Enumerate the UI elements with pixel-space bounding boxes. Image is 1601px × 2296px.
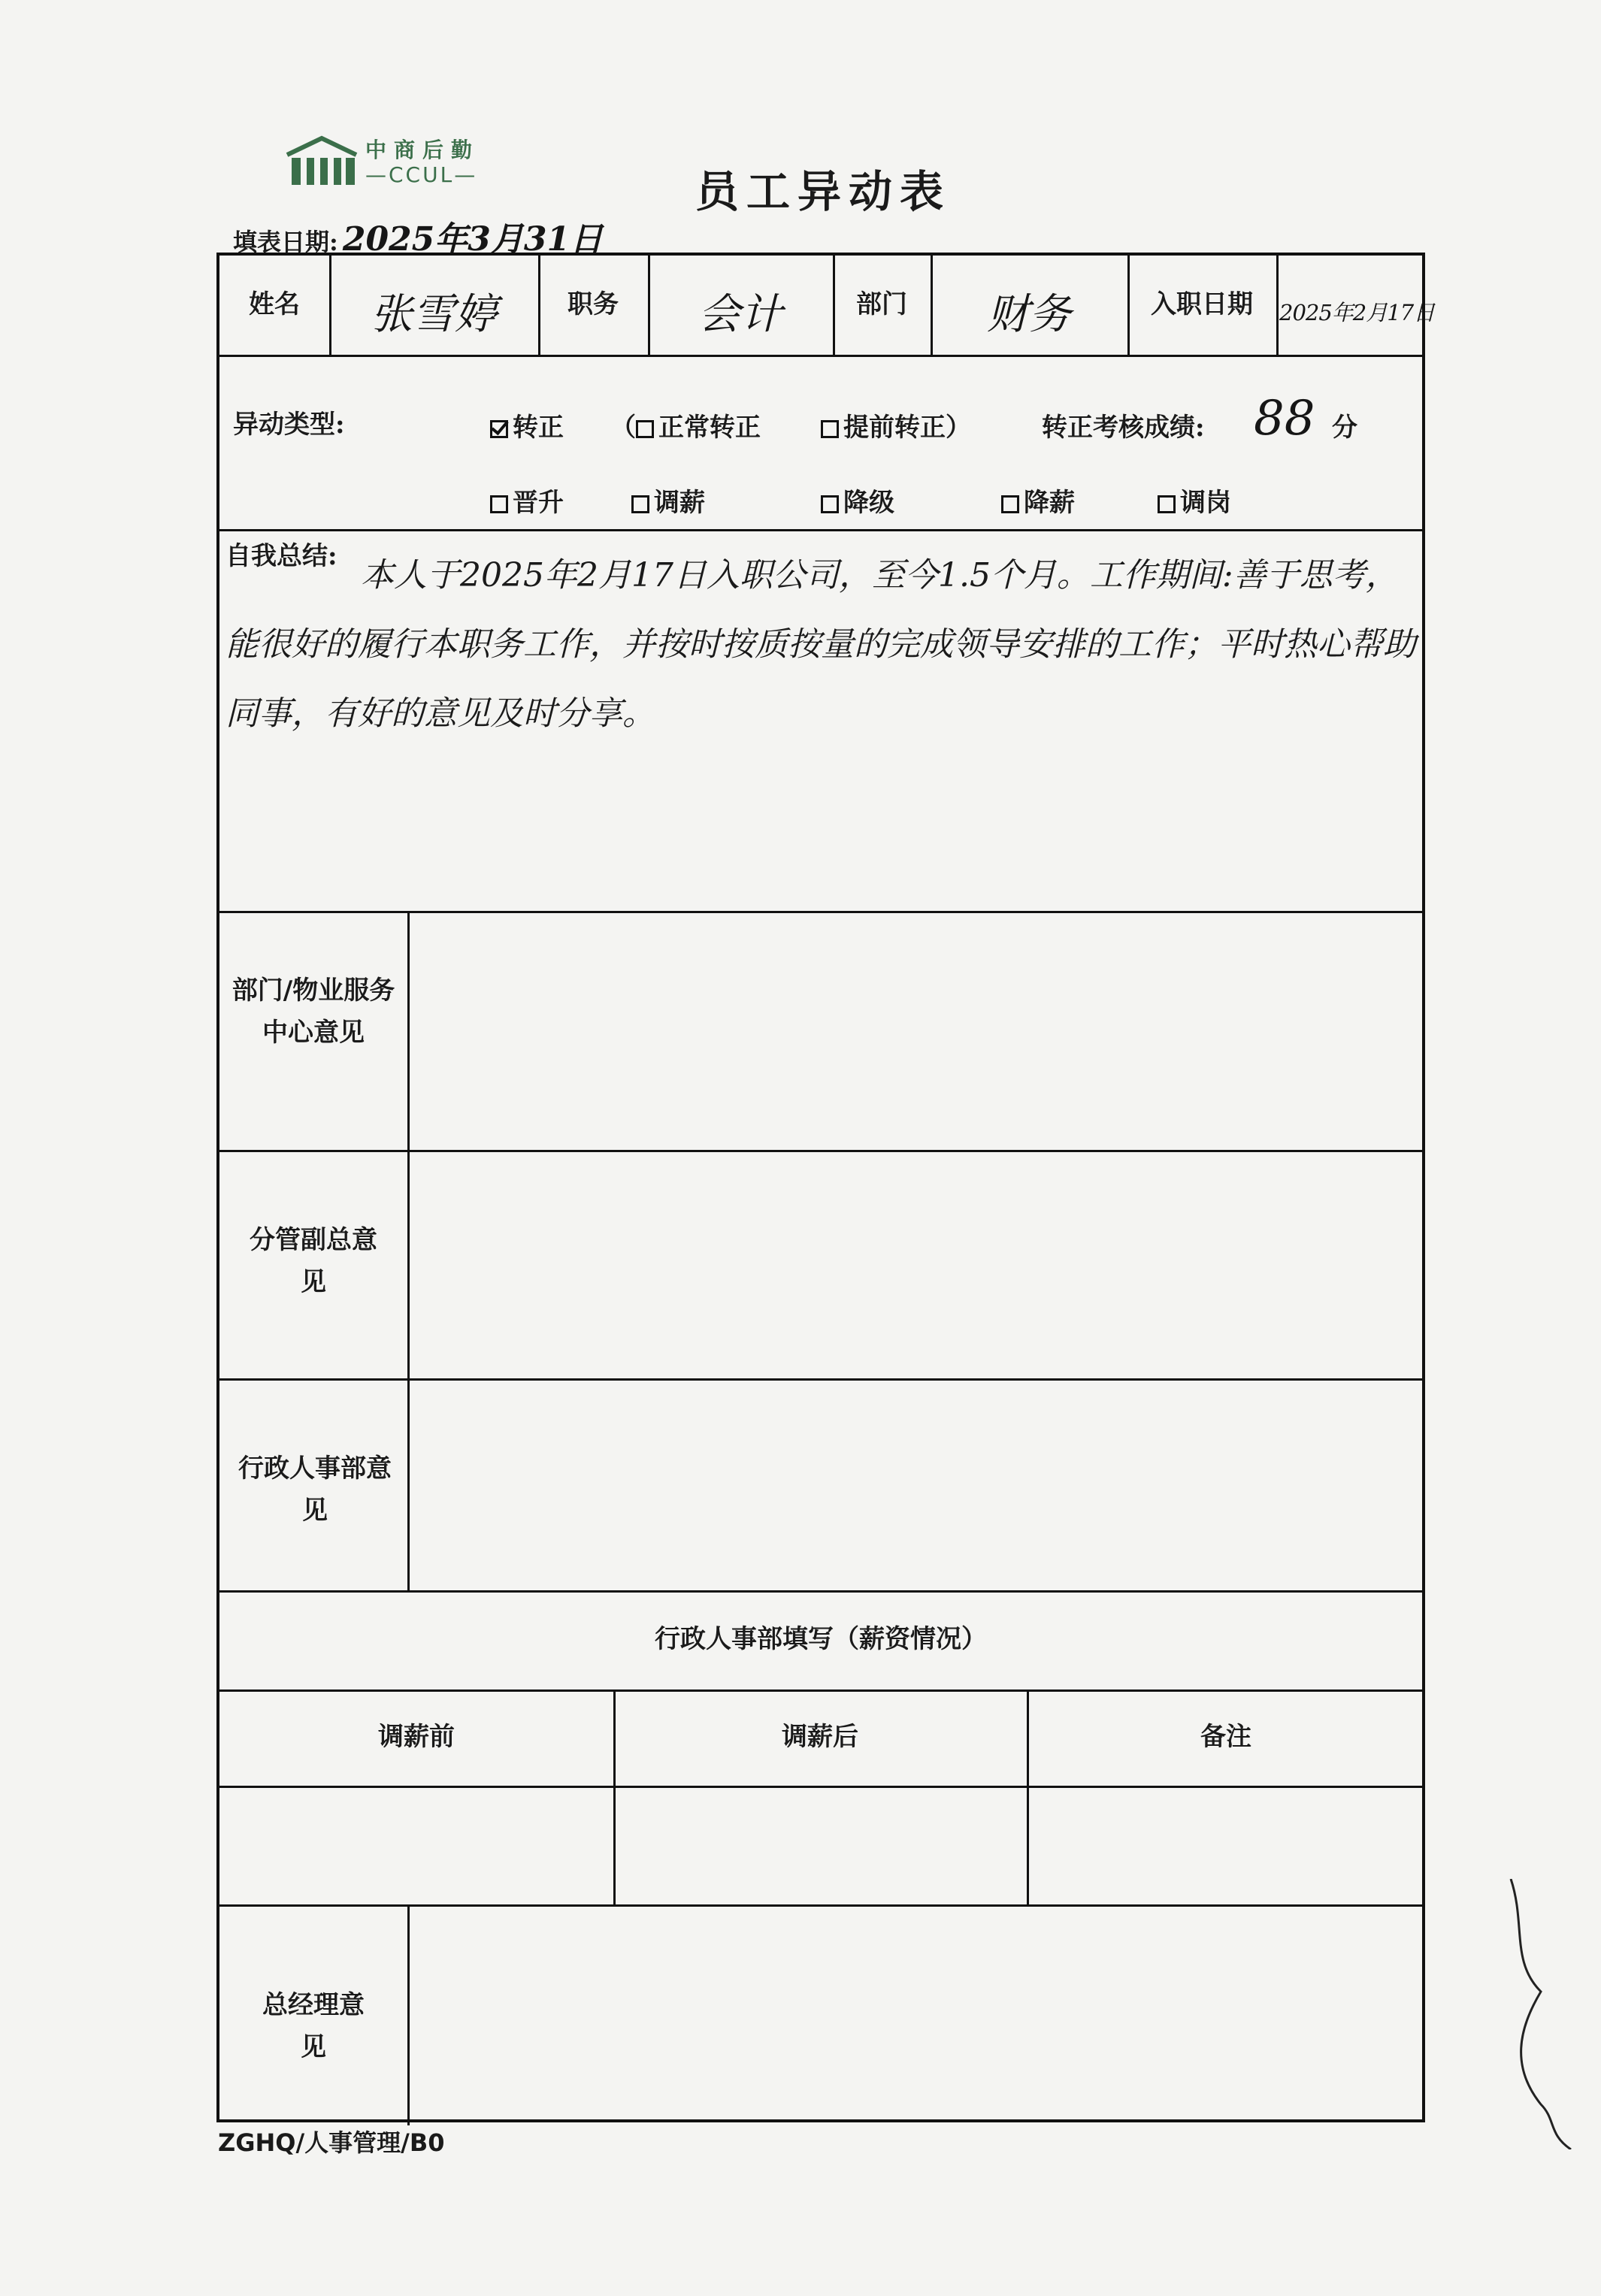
logo-cn-text: 中商后勤 bbox=[365, 138, 480, 162]
checkbox-normal-regularize[interactable] bbox=[636, 420, 654, 438]
fill-date-label: 填表日期: bbox=[233, 228, 338, 256]
self-summary-label: 自我总结: bbox=[225, 541, 337, 571]
option-demotion: 降级 bbox=[821, 481, 894, 525]
option-normal-regularize: （ 正常转正 bbox=[610, 413, 761, 443]
form-title: 员工异动表 bbox=[695, 166, 951, 217]
salary-before-label: 调薪前 bbox=[378, 1722, 455, 1752]
logo-en-text: —CCUL— bbox=[365, 162, 478, 187]
dept-opinion-label: 部门/物业服务中心意见 bbox=[232, 976, 395, 1048]
checkbox-transfer[interactable] bbox=[1158, 495, 1176, 513]
checkbox-promotion[interactable] bbox=[490, 495, 508, 513]
score-label: 转正考核成绩: bbox=[1042, 413, 1205, 443]
checkbox-raise[interactable] bbox=[631, 495, 649, 513]
gm-opinion-label: 总经理意 见 bbox=[262, 1990, 365, 2062]
vp-opinion-label: 分管副总意 见 bbox=[250, 1225, 377, 1297]
option-early-regularize: 提前转正） bbox=[821, 406, 971, 449]
position-label: 职务 bbox=[567, 289, 619, 319]
position-value: 会计 bbox=[698, 290, 782, 339]
form-code: ZGHQ/人事管理/B0 bbox=[218, 2128, 445, 2157]
dept-value: 财务 bbox=[987, 290, 1071, 339]
name-label: 姓名 bbox=[249, 289, 300, 319]
score-value: 88 bbox=[1254, 391, 1315, 446]
option-raise: 调薪 bbox=[631, 481, 705, 525]
checkbox-early-regularize[interactable] bbox=[821, 420, 839, 438]
employee-change-table bbox=[216, 253, 1435, 2122]
checkbox-demotion[interactable] bbox=[821, 495, 839, 513]
option-promotion: 晋升 bbox=[490, 481, 564, 525]
option-regularize: 转正 bbox=[490, 406, 564, 449]
entry-date-value: 2025年2月17日 bbox=[1279, 300, 1435, 325]
salary-after-label: 调薪后 bbox=[782, 1722, 858, 1752]
option-pay-cut: 降薪 bbox=[1001, 481, 1075, 525]
dept-label: 部门 bbox=[856, 289, 907, 319]
self-summary-text: 本人于2025年2月17日入职公司，至今1.5个月。工作期间:善于思考，能很好的履行本职务工作，并按时按质按量的完成领导安排的工作；平时热心帮助同事，有好的意见及时分享。 bbox=[225, 556, 1416, 733]
checkbox-pay-cut[interactable] bbox=[1001, 495, 1019, 513]
pen-scribble-mark bbox=[1496, 1879, 1586, 2149]
entry-date-label: 入职日期 bbox=[1151, 289, 1253, 319]
change-type-label: 异动类型: bbox=[233, 410, 345, 440]
salary-note-label: 备注 bbox=[1200, 1722, 1251, 1752]
option-transfer: 调岗 bbox=[1158, 481, 1231, 525]
self-summary bbox=[225, 541, 1421, 749]
name-value: 张雪婷 bbox=[371, 290, 497, 339]
checkbox-regularize[interactable] bbox=[490, 420, 508, 438]
fill-date-value: 2025年3月31日 bbox=[342, 220, 604, 259]
salary-section-header: 行政人事部填写（薪资情况） bbox=[655, 1624, 987, 1654]
hr-opinion-label: 行政人事部意见 bbox=[238, 1454, 392, 1526]
score-unit: 分 bbox=[1332, 413, 1357, 443]
